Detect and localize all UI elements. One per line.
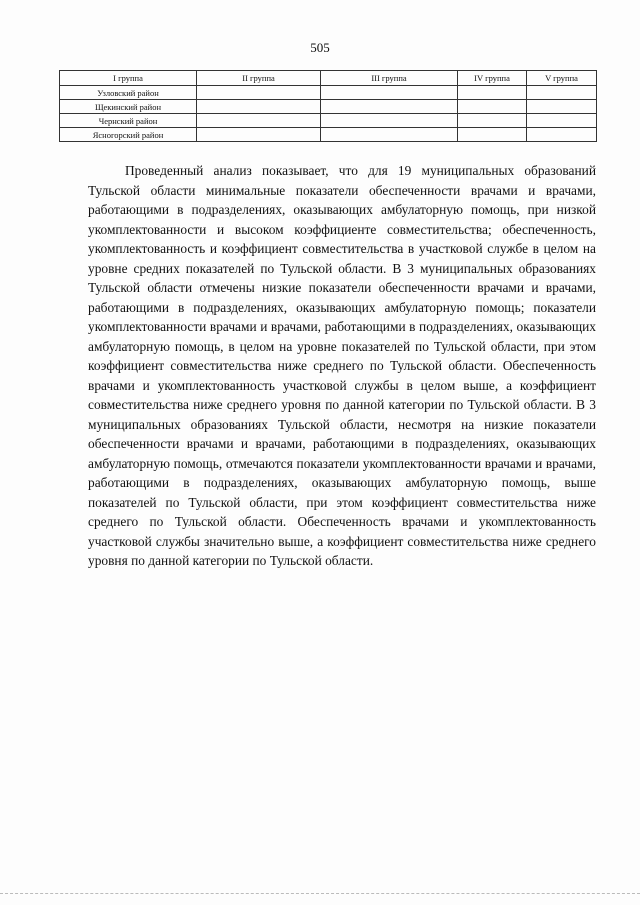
table-cell: Чернский район bbox=[60, 114, 197, 128]
table-cell bbox=[527, 128, 597, 142]
header-group-2: II группа bbox=[197, 71, 321, 86]
table-cell: Щекинский район bbox=[60, 100, 197, 114]
table-cell bbox=[527, 114, 597, 128]
table-row bbox=[60, 100, 597, 114]
table-row bbox=[60, 128, 597, 142]
table-cell bbox=[458, 100, 527, 114]
table-cell: Ясногорский район bbox=[60, 128, 197, 142]
groups-table bbox=[59, 70, 597, 142]
table-cell bbox=[321, 114, 458, 128]
table-cell bbox=[458, 114, 527, 128]
table-cell bbox=[197, 86, 321, 100]
table-row bbox=[60, 86, 597, 100]
table-cell bbox=[527, 100, 597, 114]
analysis-paragraph: Проведенный анализ показывает, что для 19 муниципальных образований Тульской области минимальные показатели обеспеченности врачами и врачами, работающими в подразделениях, оказывающих амбулаторную помощь, при низкой укомплектованности и высоком коэффициенте совместительства; обеспеченность, укомплектованность и коэффициент совместительства в участковой службе в целом на уровне средних показателей по Тульской области. В 3 муниципальных образованиях Тульской области отмечены низкие показатели обеспеченности врачами и врачами, работающими в подразделениях, оказывающих амбулаторную помощь; показатели укомплектованности врачами и врачами, работающими в подразделениях, оказывающих амбулаторную помощь, в целом на уровне показателей по Тульской области, при этом коэффициент совместительства ниже среднего по Тульской области. Обеспеченность врачами и укомплектованность участковой службы в целом выше, а коэффициент совместительства ниже среднего уровня по данной категории по Тульской области. В 3 муниципальных образованиях Тульской области, несмотря на низкие показатели обеспеченности врачами и врачами, работающими в подразделениях, оказывающих амбулаторную помощь, отмечаются показатели укомплектованности врачами и врачами, работающими в подразделениях, оказывающих амбулаторную помощь, выше показателей по Тульской области, при этом коэффициент совместительства ниже среднего по Тульской области. Обеспеченность врачами и укомплектованность участковой службы значительно выше, а коэффициент совместительства ниже среднего уровня по данной категории по Тульской области. bbox=[88, 163, 596, 568]
table-row bbox=[60, 114, 597, 128]
table-cell bbox=[321, 128, 458, 142]
table-cell bbox=[197, 128, 321, 142]
table-cell bbox=[321, 100, 458, 114]
table-cell: Узловский район bbox=[60, 86, 197, 100]
table-cell bbox=[197, 100, 321, 114]
table-header-row bbox=[60, 71, 597, 86]
header-group-5: V группа bbox=[527, 71, 597, 86]
table-cell bbox=[458, 86, 527, 100]
table-cell bbox=[321, 86, 458, 100]
table-cell bbox=[527, 86, 597, 100]
table-cell bbox=[458, 128, 527, 142]
table-cell bbox=[197, 114, 321, 128]
header-group-3: III группа bbox=[321, 71, 458, 86]
scan-artifact-line bbox=[0, 893, 640, 896]
header-group-4: IV группа bbox=[458, 71, 527, 86]
header-group-1: I группа bbox=[60, 71, 197, 86]
page-number: 505 bbox=[310, 40, 330, 55]
